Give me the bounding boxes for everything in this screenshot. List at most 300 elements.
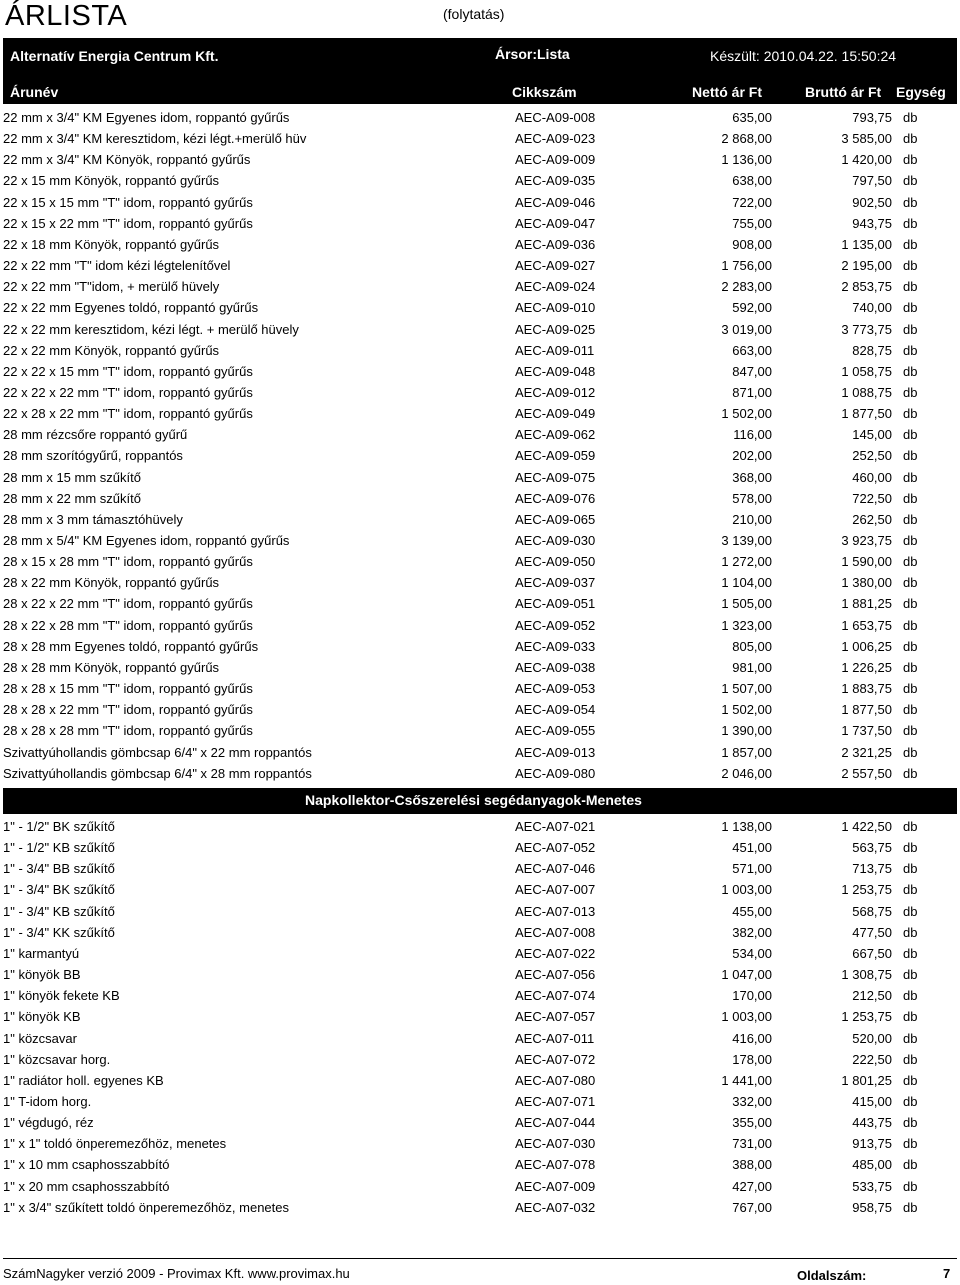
unit: db [903, 819, 918, 834]
item-name: 28 mm x 15 mm szűkítő [3, 470, 141, 485]
item-name: 22 x 22 mm "T" idom kézi légtelenítővel [3, 258, 231, 273]
table-row [0, 1177, 960, 1197]
net-price: 3 019,00 [721, 322, 772, 337]
gross-price: 1 590,00 [841, 554, 892, 569]
item-code: AEC-A07-011 [515, 1031, 595, 1046]
item-code: AEC-A09-062 [515, 427, 596, 442]
table-row [0, 425, 960, 445]
unit: db [903, 925, 918, 940]
item-code: AEC-A09-011 [515, 343, 595, 358]
gross-price: 262,50 [852, 512, 892, 527]
table-row [0, 1134, 960, 1154]
gross-price: 1 135,00 [841, 237, 892, 252]
table-row [0, 764, 960, 784]
table-row [0, 944, 960, 964]
table-row [0, 637, 960, 657]
item-name: 1" x 20 mm csaphosszabbító [3, 1179, 170, 1194]
net-price: 332,00 [732, 1094, 772, 1109]
unit: db [903, 448, 918, 463]
unit: db [903, 152, 918, 167]
net-price: 755,00 [732, 216, 772, 231]
item-code: AEC-A07-057 [515, 1009, 596, 1024]
unit: db [903, 1031, 918, 1046]
item-name: 28 x 15 x 28 mm "T" idom, roppantó gyűrűs [3, 554, 253, 569]
gross-price: 520,00 [852, 1031, 892, 1046]
item-code: AEC-A07-052 [515, 840, 596, 855]
gross-price: 740,00 [852, 300, 892, 315]
item-code: AEC-A09-054 [515, 702, 596, 717]
unit: db [903, 1136, 918, 1151]
gross-price: 958,75 [852, 1200, 892, 1215]
column-header-name: Árunév [10, 84, 59, 100]
table-row [0, 965, 960, 985]
item-name: 28 mm x 3 mm támasztóhüvely [3, 512, 183, 527]
net-price: 731,00 [732, 1136, 772, 1151]
net-price: 451,00 [732, 840, 772, 855]
table-row [0, 446, 960, 466]
item-name: 1" karmantyú [3, 946, 80, 961]
table-row [0, 1050, 960, 1070]
unit: db [903, 639, 918, 654]
gross-price: 1 308,75 [841, 967, 892, 982]
table-row [0, 1092, 960, 1112]
table-row [0, 362, 960, 382]
gross-price: 667,50 [852, 946, 892, 961]
gross-price: 1 253,75 [841, 882, 892, 897]
table-row [0, 1029, 960, 1049]
item-code: AEC-A07-080 [515, 1073, 596, 1088]
net-price: 767,00 [732, 1200, 772, 1215]
gross-price: 1 422,50 [841, 819, 892, 834]
column-header-code: Cikkszám [512, 84, 577, 100]
item-name: 1" könyök fekete KB [3, 988, 120, 1003]
net-price: 416,00 [732, 1031, 772, 1046]
net-price: 1 104,00 [721, 575, 772, 590]
item-code: AEC-A07-030 [515, 1136, 596, 1151]
item-code: AEC-A09-037 [515, 575, 596, 590]
item-code: AEC-A07-021 [515, 819, 596, 834]
item-code: AEC-A09-035 [515, 173, 596, 188]
net-price: 981,00 [732, 660, 772, 675]
net-price: 534,00 [732, 946, 772, 961]
gross-price: 1 883,75 [841, 681, 892, 696]
table-row [0, 193, 960, 213]
net-price: 1 323,00 [721, 618, 772, 633]
net-price: 382,00 [732, 925, 772, 940]
gross-price: 1 737,50 [841, 723, 892, 738]
item-name: 1" - 1/2" BK szűkítő [3, 819, 115, 834]
gross-price: 3 585,00 [841, 131, 892, 146]
gross-price: 222,50 [852, 1052, 892, 1067]
gross-price: 1 877,50 [841, 702, 892, 717]
unit: db [903, 110, 918, 125]
net-price: 871,00 [732, 385, 772, 400]
item-name: 1" - 1/2" KB szűkítő [3, 840, 115, 855]
footer-page-label: Oldalszám: [797, 1268, 867, 1283]
item-code: AEC-A09-027 [515, 258, 596, 273]
company-name: Alternatív Energia Centrum Kft. [10, 48, 219, 64]
item-code: AEC-A09-080 [515, 766, 596, 781]
item-code: AEC-A07-009 [515, 1179, 596, 1194]
gross-price: 943,75 [852, 216, 892, 231]
gross-price: 212,50 [852, 988, 892, 1003]
unit: db [903, 1179, 918, 1194]
net-price: 1 138,00 [721, 819, 772, 834]
item-code: AEC-A09-038 [515, 660, 596, 675]
net-price: 388,00 [732, 1157, 772, 1172]
unit: db [903, 512, 918, 527]
net-price: 427,00 [732, 1179, 772, 1194]
item-code: AEC-A07-013 [515, 904, 596, 919]
unit: db [903, 840, 918, 855]
gross-price: 2 853,75 [841, 279, 892, 294]
unit: db [903, 1009, 918, 1024]
net-price: 170,00 [732, 988, 772, 1003]
net-price: 1 857,00 [721, 745, 772, 760]
item-name: 28 x 28 x 28 mm "T" idom, roppantó gyűrűs [3, 723, 253, 738]
item-name: 28 mm rézcsőre roppantó gyűrű [3, 427, 188, 442]
unit: db [903, 131, 918, 146]
table-row [0, 214, 960, 234]
table-row [0, 108, 960, 128]
table-row [0, 298, 960, 318]
net-price: 455,00 [732, 904, 772, 919]
net-price: 847,00 [732, 364, 772, 379]
net-price: 1 502,00 [721, 406, 772, 421]
net-price: 722,00 [732, 195, 772, 210]
gross-price: 722,50 [852, 491, 892, 506]
item-name: 28 x 22 x 28 mm "T" idom, roppantó gyűrűs [3, 618, 253, 633]
unit: db [903, 946, 918, 961]
item-code: AEC-A09-012 [515, 385, 596, 400]
unit: db [903, 406, 918, 421]
table-row [0, 721, 960, 741]
item-code: AEC-A09-010 [515, 300, 596, 315]
item-code: AEC-A09-030 [515, 533, 596, 548]
item-name: 22 x 15 x 22 mm "T" idom, roppantó gyűrűs [3, 216, 253, 231]
table-row [0, 235, 960, 255]
table-row [0, 256, 960, 276]
item-name: Szivattyúhollandis gömbcsap 6/4" x 22 mm roppantós [3, 745, 312, 760]
unit: db [903, 882, 918, 897]
table-row [0, 817, 960, 837]
header-bar [3, 38, 957, 104]
section-header [3, 788, 957, 814]
unit: db [903, 195, 918, 210]
gross-price: 902,50 [852, 195, 892, 210]
unit: db [903, 1115, 918, 1130]
unit: db [903, 745, 918, 760]
table-row [0, 986, 960, 1006]
gross-price: 443,75 [852, 1115, 892, 1130]
unit: db [903, 491, 918, 506]
item-name: 1" x 10 mm csaphosszabbító [3, 1157, 170, 1172]
unit: db [903, 300, 918, 315]
page-subtitle: (folytatás) [443, 6, 505, 22]
unit: db [903, 660, 918, 675]
item-code: AEC-A09-036 [515, 237, 596, 252]
column-header-unit: Egység [896, 84, 946, 100]
unit: db [903, 702, 918, 717]
item-code: AEC-A09-051 [515, 596, 596, 611]
unit: db [903, 364, 918, 379]
table-row [0, 489, 960, 509]
unit: db [903, 237, 918, 252]
table-row [0, 404, 960, 424]
table-row [0, 1071, 960, 1091]
table-row [0, 383, 960, 403]
item-code: AEC-A07-008 [515, 925, 596, 940]
item-code: AEC-A09-024 [515, 279, 596, 294]
unit: db [903, 173, 918, 188]
net-price: 368,00 [732, 470, 772, 485]
item-code: AEC-A09-076 [515, 491, 596, 506]
item-name: 22 x 22 mm "T"idom, + merülő hüvely [3, 279, 220, 294]
item-code: AEC-A09-008 [515, 110, 596, 125]
table-row [0, 902, 960, 922]
net-price: 592,00 [732, 300, 772, 315]
page-title: ÁRLISTA [5, 0, 128, 32]
unit: db [903, 1200, 918, 1215]
footer-page-number: 7 [943, 1266, 951, 1281]
gross-price: 2 321,25 [841, 745, 892, 760]
item-name: 28 x 22 x 22 mm "T" idom, roppantó gyűrűs [3, 596, 253, 611]
table-row [0, 1113, 960, 1133]
item-code: AEC-A09-009 [515, 152, 596, 167]
unit: db [903, 575, 918, 590]
table-row [0, 880, 960, 900]
item-name: 28 x 28 mm Egyenes toldó, roppantó gyűrűs [3, 639, 259, 654]
net-price: 638,00 [732, 173, 772, 188]
net-price: 116,00 [733, 427, 772, 442]
item-name: 28 mm x 5/4" KM Egyenes idom, roppantó gyűrűs [3, 533, 290, 548]
gross-price: 477,50 [852, 925, 892, 940]
footer-divider [3, 1258, 957, 1259]
net-price: 1 505,00 [721, 596, 772, 611]
item-code: AEC-A09-048 [515, 364, 596, 379]
item-name: 22 x 22 mm Egyenes toldó, roppantó gyűrűs [3, 300, 259, 315]
unit: db [903, 258, 918, 273]
item-code: AEC-A07-072 [515, 1052, 596, 1067]
table-row [0, 616, 960, 636]
item-code: AEC-A07-022 [515, 946, 596, 961]
unit: db [903, 681, 918, 696]
item-name: 1" - 3/4" KK szűkítő [3, 925, 115, 940]
gross-price: 1 088,75 [841, 385, 892, 400]
item-name: 22 x 22 x 15 mm "T" idom, roppantó gyűrűs [3, 364, 253, 379]
net-price: 578,00 [732, 491, 772, 506]
unit: db [903, 596, 918, 611]
unit: db [903, 1157, 918, 1172]
unit: db [903, 554, 918, 569]
table-row [0, 277, 960, 297]
gross-price: 1 877,50 [841, 406, 892, 421]
item-code: AEC-A09-047 [515, 216, 596, 231]
item-code: AEC-A09-050 [515, 554, 596, 569]
net-price: 1 003,00 [721, 882, 772, 897]
item-name: 28 x 28 mm Könyök, roppantó gyűrűs [3, 660, 220, 675]
table-row [0, 1007, 960, 1027]
created-timestamp: Készült: 2010.04.22. 15:50:24 [710, 48, 897, 64]
unit: db [903, 216, 918, 231]
net-price: 1 756,00 [721, 258, 772, 273]
gross-price: 1 006,25 [841, 639, 892, 654]
item-code: AEC-A07-074 [515, 988, 596, 1003]
item-code: AEC-A09-033 [515, 639, 596, 654]
footer-software-credit: SzámNagyker verzió 2009 - Provimax Kft. www.provimax.hu [3, 1266, 350, 1281]
unit: db [903, 967, 918, 982]
gross-price: 252,50 [852, 448, 892, 463]
net-price: 635,00 [732, 110, 772, 125]
item-name: 28 mm x 22 mm szűkítő [3, 491, 141, 506]
net-price: 1 441,00 [721, 1073, 772, 1088]
gross-price: 2 557,50 [841, 766, 892, 781]
net-price: 202,00 [732, 448, 772, 463]
section-title: Napkollektor-Csőszerelési segédanyagok-Menetes [305, 792, 642, 808]
net-price: 805,00 [732, 639, 772, 654]
item-code: AEC-A09-049 [515, 406, 596, 421]
item-name: 1" x 1" toldó önperemezőhöz, menetes [3, 1136, 227, 1151]
item-name: 22 mm x 3/4" KM Könyök, roppantó gyűrűs [3, 152, 251, 167]
item-name: 1" közcsavar [3, 1031, 77, 1046]
item-name: 28 x 28 x 22 mm "T" idom, roppantó gyűrűs [3, 702, 253, 717]
gross-price: 1 881,25 [841, 596, 892, 611]
gross-price: 828,75 [852, 343, 892, 358]
table-row [0, 743, 960, 763]
item-name: 22 x 15 mm Könyök, roppantó gyűrűs [3, 173, 220, 188]
table-row [0, 341, 960, 361]
unit: db [903, 279, 918, 294]
item-code: AEC-A07-007 [515, 882, 596, 897]
net-price: 908,00 [732, 237, 772, 252]
item-code: AEC-A09-023 [515, 131, 596, 146]
item-code: AEC-A07-078 [515, 1157, 596, 1172]
gross-price: 1 420,00 [841, 152, 892, 167]
table-row [0, 923, 960, 943]
item-code: AEC-A09-075 [515, 470, 596, 485]
item-code: AEC-A09-059 [515, 448, 596, 463]
gross-price: 1 058,75 [841, 364, 892, 379]
unit: db [903, 861, 918, 876]
item-code: AEC-A09-052 [515, 618, 596, 633]
gross-price: 913,75 [852, 1136, 892, 1151]
price-list-label: Ársor:Lista [495, 46, 570, 62]
gross-price: 797,50 [852, 173, 892, 188]
item-name: 22 x 28 x 22 mm "T" idom, roppantó gyűrűs [3, 406, 253, 421]
net-price: 1 136,00 [721, 152, 772, 167]
item-code: AEC-A07-044 [515, 1115, 596, 1130]
table-row [0, 700, 960, 720]
net-price: 1 272,00 [721, 554, 772, 569]
gross-price: 485,00 [852, 1157, 892, 1172]
item-name: 1" T-idom horg. [3, 1094, 92, 1109]
unit: db [903, 1052, 918, 1067]
item-code: AEC-A09-013 [515, 745, 596, 760]
item-name: Szivattyúhollandis gömbcsap 6/4" x 28 mm roppantós [3, 766, 312, 781]
item-code: AEC-A07-046 [515, 861, 596, 876]
gross-price: 1 253,75 [841, 1009, 892, 1024]
unit: db [903, 470, 918, 485]
unit: db [903, 988, 918, 1003]
table-row [0, 573, 960, 593]
unit: db [903, 904, 918, 919]
gross-price: 145,00 [852, 427, 892, 442]
unit: db [903, 1094, 918, 1109]
item-name: 22 mm x 3/4" KM keresztidom, kézi légt.+merülő hüv [3, 131, 307, 146]
net-price: 3 139,00 [721, 533, 772, 548]
item-name: 1" x 3/4" szűkített toldó önperemezőhöz, menetes [3, 1200, 289, 1215]
gross-price: 1 801,25 [841, 1073, 892, 1088]
item-name: 28 mm szorítógyűrű, roppantós [3, 448, 183, 463]
net-price: 571,00 [732, 861, 772, 876]
item-code: AEC-A09-053 [515, 681, 596, 696]
unit: db [903, 427, 918, 442]
item-code: AEC-A07-032 [515, 1200, 596, 1215]
table-row [0, 1198, 960, 1218]
net-price: 210,00 [732, 512, 772, 527]
unit: db [903, 766, 918, 781]
table-row [0, 838, 960, 858]
table-row [0, 1155, 960, 1175]
table-row [0, 510, 960, 530]
net-price: 355,00 [732, 1115, 772, 1130]
item-name: 22 x 22 mm keresztidom, kézi légt. + merülő hüvely [3, 322, 299, 337]
item-name: 28 x 28 x 15 mm "T" idom, roppantó gyűrűs [3, 681, 253, 696]
net-price: 663,00 [732, 343, 772, 358]
item-name: 1" - 3/4" BB szűkítő [3, 861, 115, 876]
item-name: 22 x 18 mm Könyök, roppantó gyűrűs [3, 237, 220, 252]
net-price: 2 046,00 [721, 766, 772, 781]
unit: db [903, 618, 918, 633]
unit: db [903, 322, 918, 337]
item-name: 1" - 3/4" BK szűkítő [3, 882, 115, 897]
gross-price: 3 773,75 [841, 322, 892, 337]
gross-price: 1 380,00 [841, 575, 892, 590]
unit: db [903, 533, 918, 548]
gross-price: 793,75 [852, 110, 892, 125]
gross-price: 563,75 [852, 840, 892, 855]
item-code: AEC-A09-025 [515, 322, 596, 337]
net-price: 1 507,00 [721, 681, 772, 696]
item-code: AEC-A07-056 [515, 967, 596, 982]
item-name: 28 x 22 mm Könyök, roppantó gyűrűs [3, 575, 220, 590]
item-name: 1" könyök KB [3, 1009, 81, 1024]
gross-price: 568,75 [852, 904, 892, 919]
gross-price: 2 195,00 [841, 258, 892, 273]
table-row [0, 129, 960, 149]
table-row [0, 171, 960, 191]
item-code: AEC-A09-065 [515, 512, 596, 527]
item-name: 1" könyök BB [3, 967, 81, 982]
unit: db [903, 385, 918, 400]
table-row [0, 679, 960, 699]
item-code: AEC-A09-046 [515, 195, 596, 210]
table-row [0, 594, 960, 614]
net-price: 2 283,00 [721, 279, 772, 294]
table-row [0, 552, 960, 572]
unit: db [903, 343, 918, 358]
item-name: 22 x 22 mm Könyök, roppantó gyűrűs [3, 343, 220, 358]
item-name: 22 x 22 x 22 mm "T" idom, roppantó gyűrűs [3, 385, 253, 400]
table-row [0, 531, 960, 551]
item-code: AEC-A07-071 [515, 1094, 596, 1109]
gross-price: 460,00 [852, 470, 892, 485]
table-row [0, 150, 960, 170]
column-header-gross-price: Bruttó ár Ft [805, 84, 882, 100]
net-price: 1 390,00 [721, 723, 772, 738]
unit: db [903, 723, 918, 738]
gross-price: 1 653,75 [841, 618, 892, 633]
